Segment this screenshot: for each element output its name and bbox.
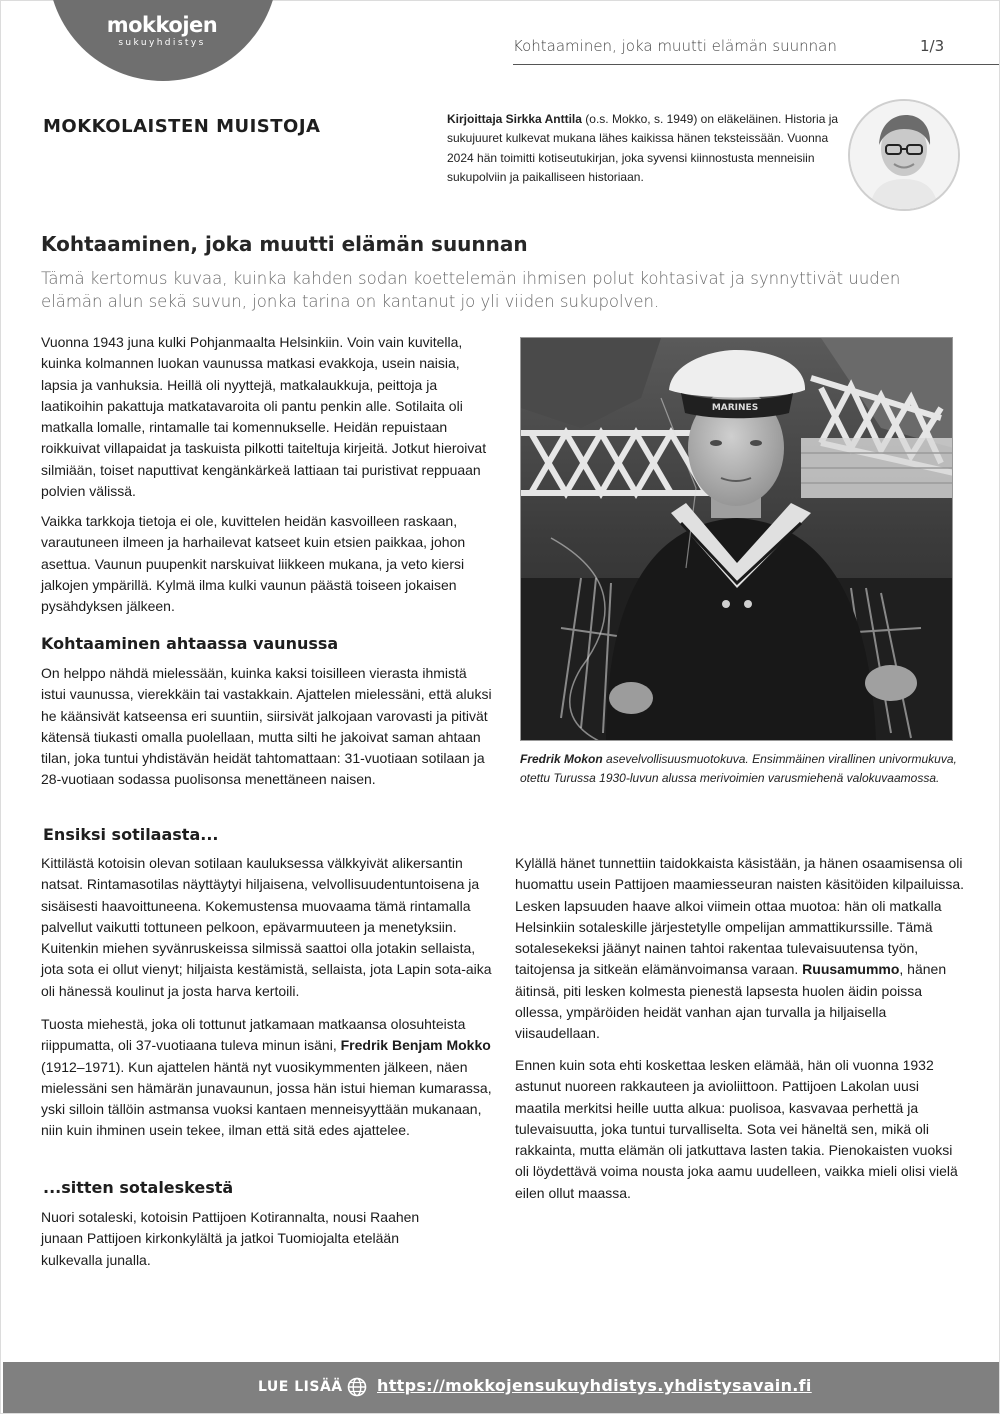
globe-icon bbox=[347, 1377, 367, 1397]
paragraph-7 bbox=[515, 853, 967, 1045]
subheading-2: Ensiksi sotilaasta... bbox=[43, 825, 219, 844]
subheading-3: ...sitten sotaleskestä bbox=[43, 1178, 234, 1197]
article-headline: Kohtaaminen, joka muutti elämän suunnan bbox=[41, 232, 528, 256]
paragraph-2: Vaikka tarkkoja tietoja ei ole, kuvittelen heidän kasvoilleen raskaan, varautuneen ilmeen ja harhailevat katseet kuin etsien paikkaa, johon asettua. Vaunun puupenkit narskuivat liikkeen mukana, ja veto kiersi jalkojen ympärillä. Kylmä ilma kulki vaunun päästä toiseen jokaisen pysähdyksen jälkeen. bbox=[41, 513, 466, 615]
header-title: Kohtaaminen, joka muutti elämän suunnan bbox=[513, 37, 837, 55]
paragraph-3: On helppo nähdä mielessään, kuinka kaksi toisilleen vierasta ihmistä istui vaunussa, vierekkäin tai vastakkain. Ajattelen mielessäni, että aluksi he käänsivät katseensa eri suuntiin, siirsivät jalkojaan varovasti ja pitivät kätensä tiukasti omalla puolellaan, mutta silti he jakoivat saman ahtaan tilan, joka tuntui yhdistävän heidät tahtomattaan: 31-vuotiaan sotilaan ja 28-vuotiaan sodassa puolisonsa menettäneen naisen. bbox=[41, 665, 492, 788]
paragraph-4: Kittilästä kotoisin olevan sotilaan kauluksessa välkkyivät alikersantin natsat. Rintamasotilas näyttäytyi hiljaisena, velvollisuudentuntoisena ja sisäisesti haavoittuneena. Kokemustensa muovaama tämä rintamalla palvellut vaikutti tottuneen pelkoon, epävarmuuteen ja menetyksiin. Kuitenkin miehen syvänruskeissa silmissä saattoi olla jotakin sellaista, jota sota ei ollut vienyt; hiljaista kestämistä, sellaista, jota Lapin sota-aika oli hänessä koulinut ja josta harva kertoili. bbox=[41, 855, 492, 999]
caption-text: asevelvollisuusmuotokuva. Ensimmäinen virallinen univormukuva, otettu Turussa 1930-luvun alussa merivoimien varusmiehenä valokuvaamossa. bbox=[520, 752, 957, 785]
logo-main-text: mokkojen bbox=[106, 13, 218, 37]
paragraph-5 bbox=[41, 1014, 493, 1142]
photo-caption bbox=[520, 750, 966, 788]
website-link[interactable]: https://mokkojensukuyhdistys.yhdistysavain.fi bbox=[377, 1376, 812, 1395]
section-label: MOKKOLAISTEN MUISTOJA bbox=[43, 116, 321, 137]
author-bio-text: (o.s. Mokko, s. 1949) on eläkeläinen. Historia ja sukujuuret kulkevat mukana lähes kaikissa hänen teksteissään. Vuonna 2024 hän toimitti kotiseutukirjan, joka syvensi kiinnostusta menneisiin sukupolviin ja paikalliseen historiaan. bbox=[447, 112, 839, 184]
cap-ribbon-text: MARINES bbox=[711, 403, 759, 413]
logo[interactable] bbox=[102, 14, 222, 49]
paragraph-8: Ennen kuin sota ehti koskettaa lesken elämää, hän oli vuonna 1932 astunut nuoreen rakkauteen ja avioliittoon. Pattijoen Lakolan uusi maatila merkitsi heille uutta alkua: puolisoa, kasvavaa perhettä ja tulevaisuutta, joka tuntui turvalliselta. Sota vei häneltä sen, mikä oli rakkainta, mutta elämän oli jatkuttava lasten takia. Pienokaisten vuoksi oli löydettävä voima nousta joka aamu uudelleen, vaikka mieli olisi vielä eilen ollut maassa. bbox=[515, 1057, 958, 1201]
paragraph-7-name: Ruusamummo bbox=[802, 961, 900, 978]
paragraph-5-name: Fredrik Benjam Mokko bbox=[340, 1037, 491, 1054]
paragraph-1: Vuonna 1943 juna kulki Pohjanmaalta Helsinkiin. Voin vain kuvitella, kuinka kolmannen luokan vaunussa matkasi evakkoja, usein naisia, lapsia ja vanhuksia. Heillä oli nyyttejä, matkalaukkuja, peittoja ja laatikoihin pakattuja matkatavaroita oli pantu penkin alle. Sotilaita oli matkalla lomalle, rintamalle tai komennukselle. Heidän repuistaan roikkuivat villapaidat ja taskuista pilkotti taiteltuja kirjeitä. Jotkut hieroivat silmiään, toiset naputtivat kengänkärkeä lattiaan tai puristivat reppuaan polvien välissä. bbox=[41, 334, 487, 500]
author-name: Kirjoittaja Sirkka Anttila bbox=[447, 112, 582, 126]
sailor-photo-illustration bbox=[521, 338, 953, 741]
paragraph-7-start: Kylällä hänet tunnettiin taidokkaista käsistään, ja hänen osaamisensa oli huomattu usein Pattijoen maamiesseuran naisten käsitöiden kilpailuissa. Lesken lapsuuden haave alkoi viimein ottaa muotoa: hän oli matkalla Helsinkiin sotaleskille järjestetylle ompelijan ammattikurssille. Tämä sotalesekeksi jäänyt nainen tahtoi rakentaa tulevaisuutensa työn, taitojensa ja sitkeän elämänvoimansa varaan. bbox=[515, 855, 965, 978]
author-portrait bbox=[848, 99, 960, 211]
paragraph-5-end: (1912–1971). Kun ajattelen häntä nyt vuosikymmenten jälkeen, näen mielessäni sen hämärän junavaunun, jossa hän istui hieman kumarassa, yski silloin tällöin astmansa vuoksi kantaen menneisyyttään mukanaan, niin kuin ihminen usein tekee, ilman että sitä edes ajattelee. bbox=[41, 1058, 492, 1139]
paragraph-6: Nuori sotaleski, kotoisin Pattijoen Kotirannalta, nousi Raahen junaan Pattijoen kirkonkylältä ja jatkoi Tuomiojalta etelään kulkevalla junalla. bbox=[41, 1209, 420, 1268]
article-lead: Tämä kertomus kuvaa, kuinka kahden sodan koettelemän ihmisen polut kohtasivat ja synnyttivät uuden elämän alun sekä suvun, jonka tarina on kantanut jo yli viiden sukupolven. bbox=[41, 269, 901, 311]
sailor-photo bbox=[520, 337, 953, 741]
author-bio bbox=[447, 110, 843, 187]
paragraph-5-start: Tuosta miehestä, joka oli tottunut jatkamaan matkaansa olosuhteista riippumatta, oli 37-vuotiaana tuleva minun isäni, bbox=[41, 1016, 466, 1054]
header-divider bbox=[513, 64, 999, 65]
footer bbox=[3, 1362, 999, 1413]
page-number: 1/3 bbox=[920, 37, 945, 55]
author-portrait-illustration bbox=[850, 101, 958, 209]
logo-sub-text: sukuyhdistys bbox=[118, 38, 206, 48]
subheading-1: Kohtaaminen ahtaassa vaunussa bbox=[41, 634, 339, 653]
footer-label: LUE LISÄÄ bbox=[258, 1379, 343, 1395]
paragraph-7-end: , hänen äitinsä, piti lesken kolmesta pienestä lapsesta huolen äidin poissa ollessa, ympäröiden heidät vanhan ajan turvalla ja hiljaisella viisaudellaan. bbox=[515, 961, 947, 1042]
caption-name: Fredrik Mokon bbox=[520, 752, 603, 766]
